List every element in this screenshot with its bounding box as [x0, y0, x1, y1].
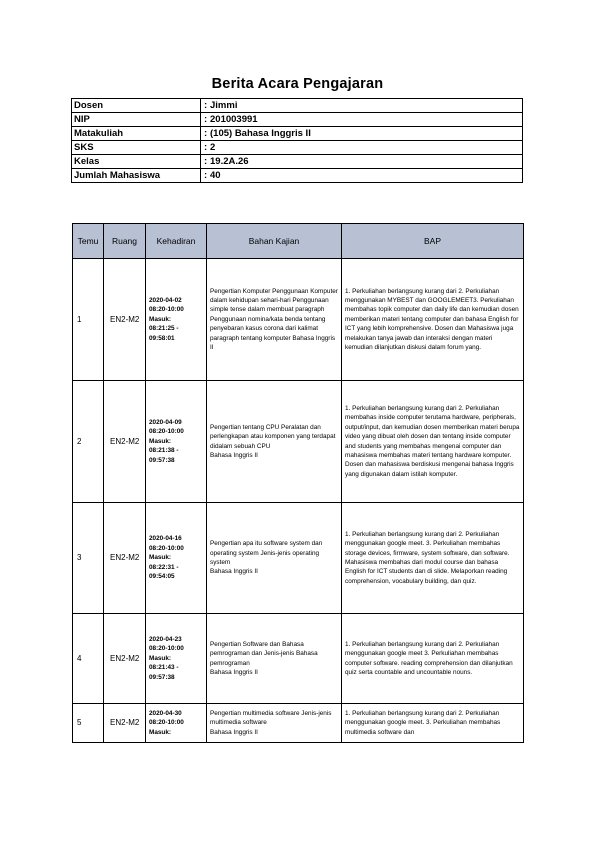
- cell-bap: 1. Perkuliahan berlangsung kurang dari 2. Perkuliahan menggunakan google meet. 3. Perkuliahan membahas multimedia software dan: [342, 704, 524, 743]
- info-value: 201003991: [208, 113, 523, 127]
- info-value: 2: [208, 141, 523, 155]
- column-header-temu: Temu: [73, 224, 104, 259]
- cell-ruang: EN2-M2: [104, 381, 146, 503]
- info-label: Dosen: [72, 99, 201, 113]
- info-row-matakuliah: [72, 127, 523, 141]
- cell-temu: 5: [73, 704, 104, 743]
- info-separator: :: [201, 169, 209, 183]
- course-info-table: [71, 98, 523, 183]
- info-label: NIP: [72, 113, 201, 127]
- cell-bahan-kajian: Pengertian Komputer Penggunaan Komputer dalam kehidupan sehari-hari Penggunaan simple tense dalam membuat paragraph Penggunaan nomina/kata benda tentang penyebaran kasus corona dari kalimat paragraph tentang komputer Bahasa Inggris II: [207, 259, 342, 381]
- cell-temu: 3: [73, 503, 104, 614]
- table-row: [73, 381, 524, 503]
- info-label: Matakuliah: [72, 127, 201, 141]
- table-row: [73, 704, 524, 743]
- cell-temu: 2: [73, 381, 104, 503]
- column-header-bahan-kajian: Bahan Kajian: [207, 224, 342, 259]
- info-label: SKS: [72, 141, 201, 155]
- info-row-nip: [72, 113, 523, 127]
- cell-ruang: EN2-M2: [104, 614, 146, 704]
- column-header-kehadiran: Kehadiran: [146, 224, 207, 259]
- info-separator: :: [201, 127, 209, 141]
- info-row-kelas: [72, 155, 523, 169]
- info-separator: :: [201, 155, 209, 169]
- info-label: Kelas: [72, 155, 201, 169]
- cell-bap: 1. Perkuliahan berlangsung kurang dari 2. Perkuliahan membahas inside computer terutama hardware, peripherals, output/input, dan kemudian dosen memberikan materi berupa video yang dibuat oleh dosen dan tentang inside computer and students yang membahas mengenai computer dan mahasiswa membahas materi tentang hardware komputer. Dosen dan mahasiswa berdiskusi mengenai bahasa Inggris yang digunakan dalam istilah komputer.: [342, 381, 524, 503]
- cell-bahan-kajian: Pengertian apa itu software system dan operating system Jenis-jenis operating system Bahasa Inggris II: [207, 503, 342, 614]
- cell-bahan-kajian: Pengertian multimedia software Jenis-jenis multimedia software Bahasa Inggris II: [207, 704, 342, 743]
- teaching-log-table: [72, 223, 524, 743]
- cell-bap: 1. Perkuliahan berlangsung kurang dari 2. Perkuliahan menggunakan google meet 3. Perkuliahan membahas computer software. reading comprehension dan dilanjutkan quiz serta countable and uncountable nouns.: [342, 614, 524, 704]
- cell-ruang: EN2-M2: [104, 503, 146, 614]
- info-value: (105) Bahasa Inggris II: [208, 127, 523, 141]
- document-title: Berita Acara Pengajaran: [211, 76, 384, 92]
- info-value: Jimmi: [208, 99, 523, 113]
- info-label: Jumlah Mahasiswa: [72, 169, 201, 183]
- info-row-sks: [72, 141, 523, 155]
- column-header-bap: BAP: [342, 224, 524, 259]
- info-separator: :: [201, 141, 209, 155]
- cell-kehadiran: 2020-04-30 08:20-10:00 Masuk:: [146, 704, 207, 743]
- table-header-row: [73, 224, 524, 259]
- info-separator: :: [201, 99, 209, 113]
- cell-bap: 1. Perkuliahan berlangsung kurang dari 2. Perkuliahan menggunakan MYBEST dan GOOGLEMEET3. Perkuliahan membahas topik computer dan daily life dan kemudian dosen memberikan materi tentang computer dan bahasa English for ICT yang lebih komprehensive. Dosen dan Mahasiswa juga melakukan tanya jawab dan interaksi dengan materi kemudian dilanjutkan diskusi dalam forum yang.: [342, 259, 524, 381]
- cell-bap: 1. Perkuliahan berlangsung kurang dari 2. Perkuliahan menggunakan google meet. 3. Perkuliahan membahas storage devices, firmware, system software, dan software. Mahasiswa membahas dari modul course dan bahasa English for ICT students dan di slide. Melaporkan reading comprehension, vocabulary building, dan quiz.: [342, 503, 524, 614]
- info-row-dosen: [72, 99, 523, 113]
- table-row: [73, 614, 524, 704]
- info-row-jumlah-mahasiswa: [72, 169, 523, 183]
- cell-kehadiran: 2020-04-09 08:20-10:00 Masuk: 08:21:38 - 09:57:38: [146, 381, 207, 503]
- cell-kehadiran: 2020-04-02 08:20-10:00 Masuk: 08:21:25 - 09:58:01: [146, 259, 207, 381]
- cell-bahan-kajian: Pengertian Software dan Bahasa pemrograman dan Jenis-jenis Bahasa pemrograman Bahasa Inggris II: [207, 614, 342, 704]
- info-value: 19.2A.26: [208, 155, 523, 169]
- table-row: [73, 259, 524, 381]
- cell-ruang: EN2-M2: [104, 704, 146, 743]
- cell-bahan-kajian: Pengertian tentang CPU Peralatan dan perlengkapan atau komponen yang terdapat didalam sebuah CPU Bahasa Inggris II: [207, 381, 342, 503]
- info-value: 40: [208, 169, 523, 183]
- column-header-ruang: Ruang: [104, 224, 146, 259]
- cell-ruang: EN2-M2: [104, 259, 146, 381]
- cell-temu: 1: [73, 259, 104, 381]
- table-row: [73, 503, 524, 614]
- cell-kehadiran: 2020-04-16 08:20-10:00 Masuk: 08:22:31 - 09:54:05: [146, 503, 207, 614]
- cell-temu: 4: [73, 614, 104, 704]
- info-separator: :: [201, 113, 209, 127]
- cell-kehadiran: 2020-04-23 08:20-10:00 Masuk: 08:21:43 - 09:57:38: [146, 614, 207, 704]
